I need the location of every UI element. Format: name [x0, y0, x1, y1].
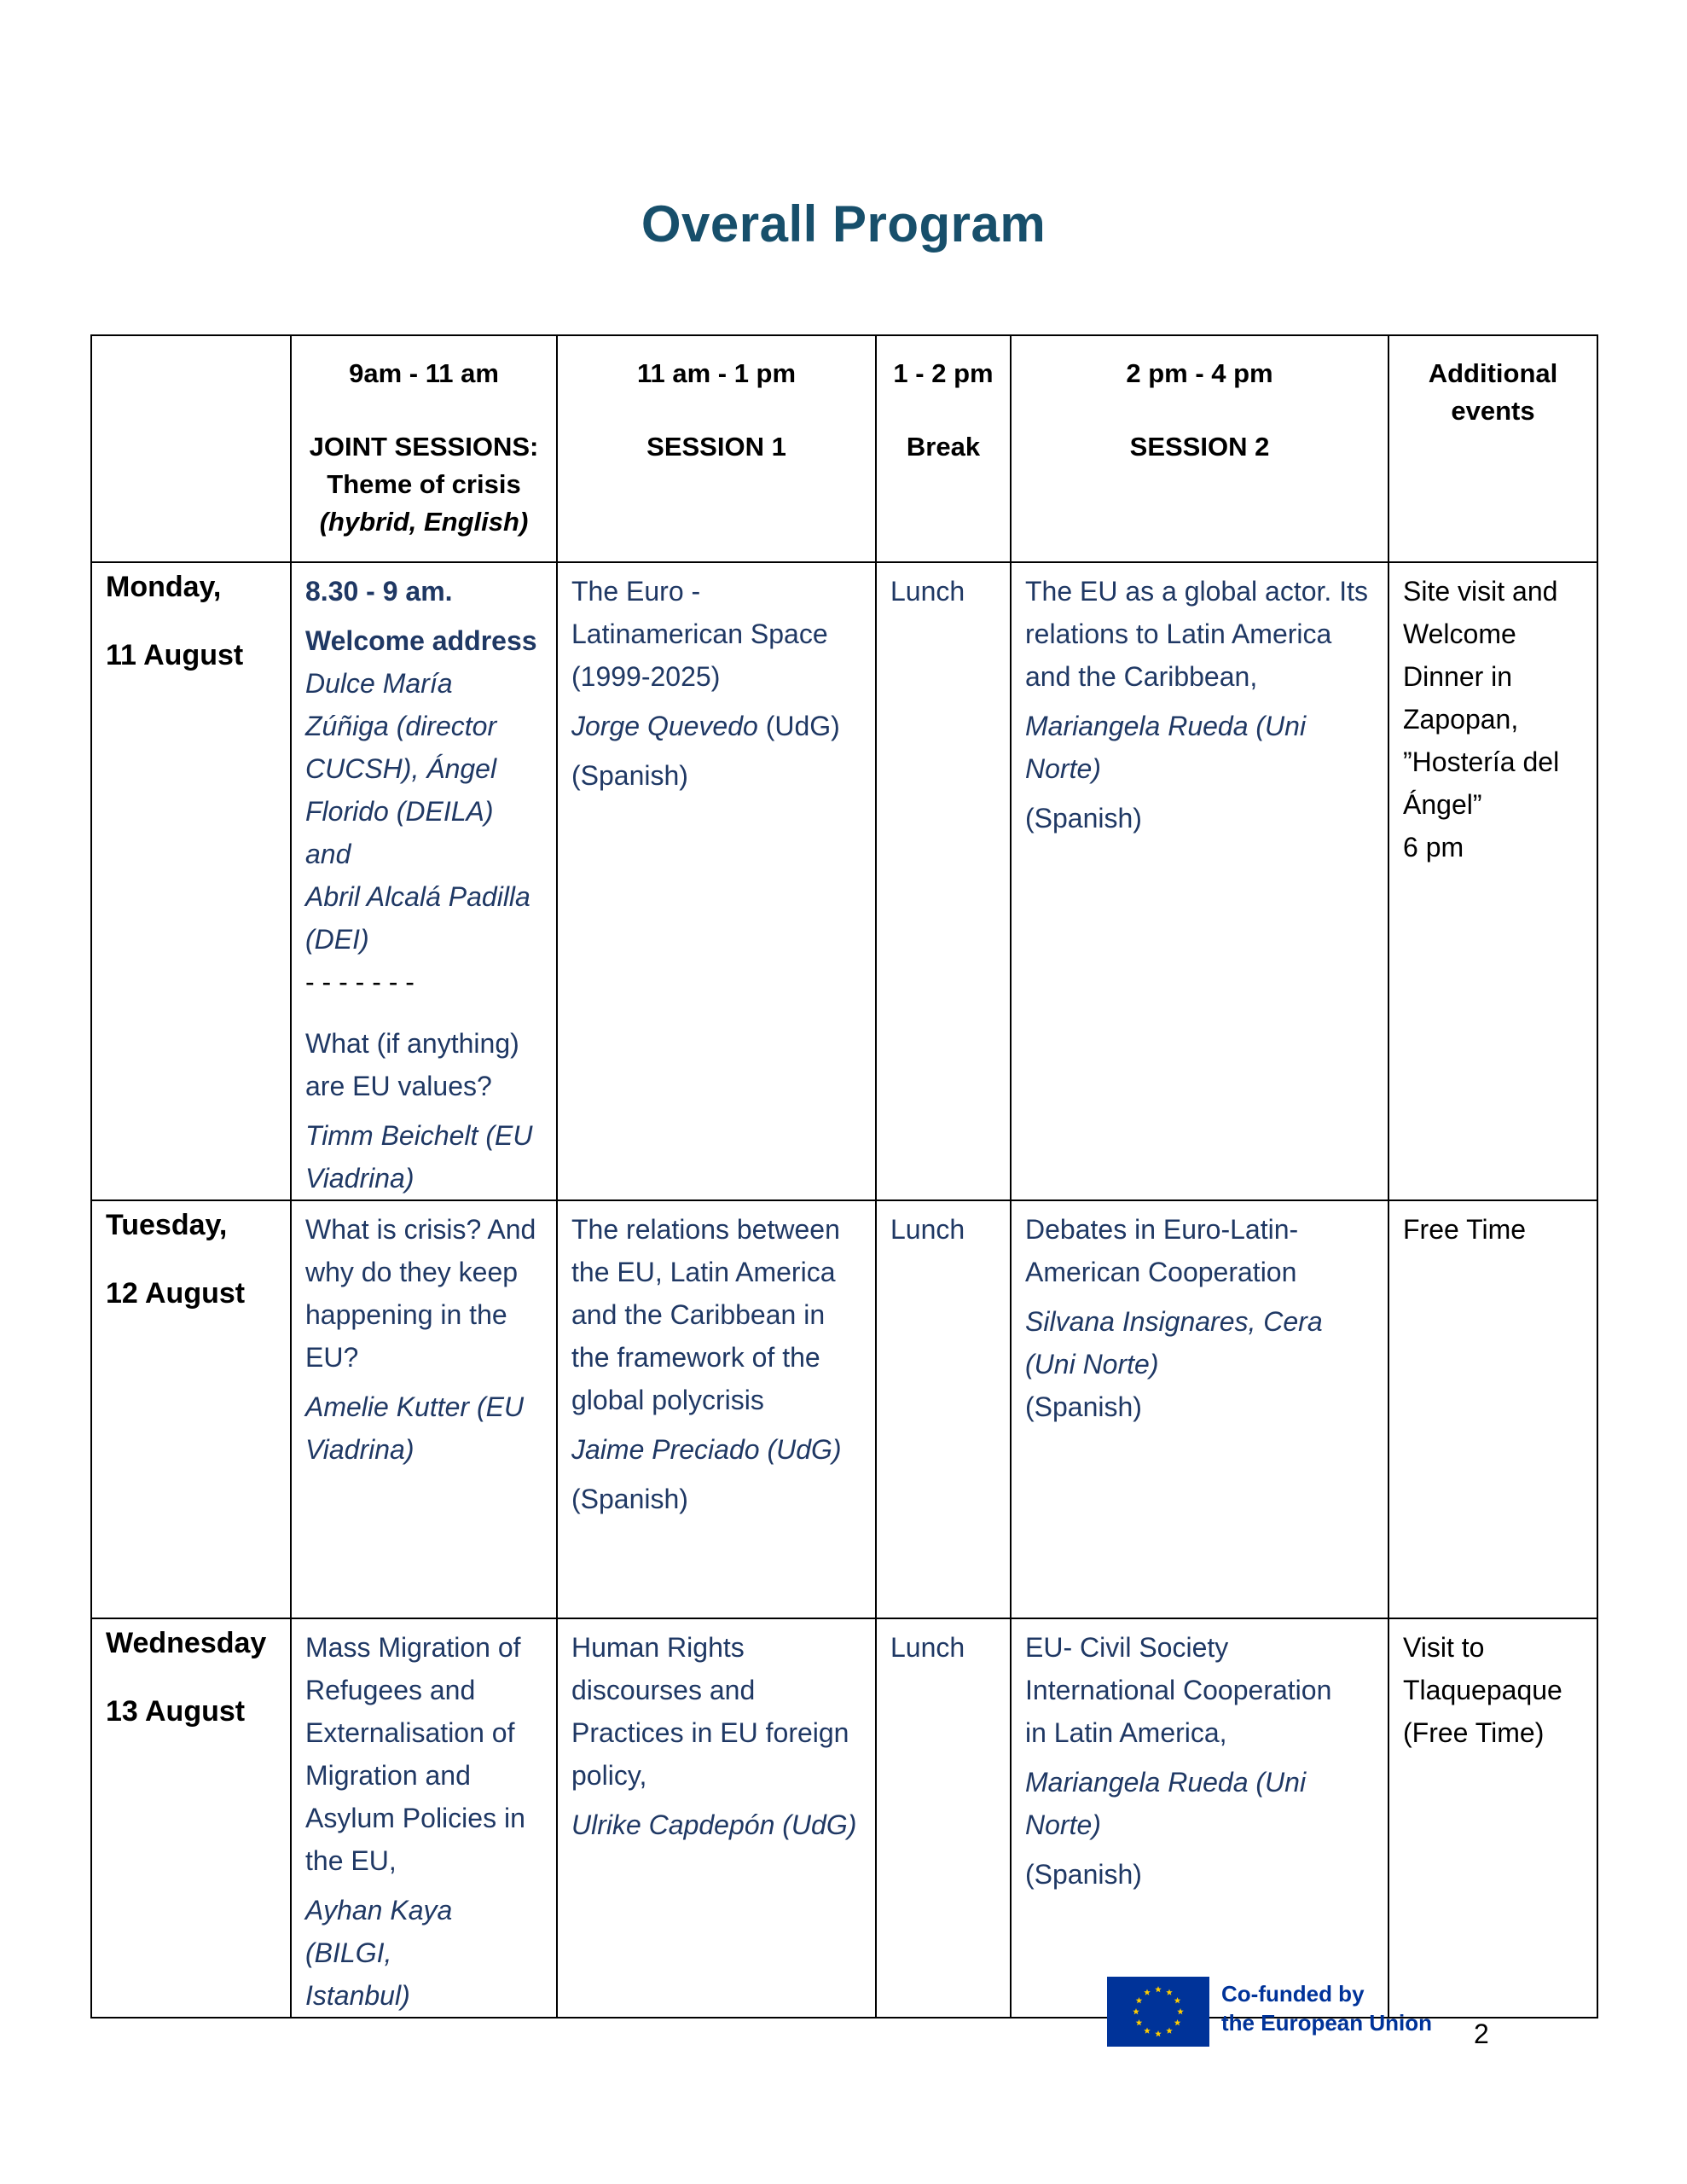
additional-events-cell: Visit to Tlaquepaque (Free Time): [1388, 1618, 1597, 2018]
joint-session-cell: What is crisis? And why do they keep happening in the EU? Amelie Kutter (EU Viadrina): [291, 1200, 557, 1618]
table-row: [91, 562, 1597, 1200]
program-table: [90, 334, 1598, 2018]
session-1-cell: Human Rights discourses and Practices in EU foreign policy, Ulrike Capdepón (UdG): [557, 1618, 876, 2018]
day-cell: Tuesday, 12 August: [91, 1200, 291, 1618]
day-cell: Wednesday 13 August: [91, 1618, 291, 2018]
session-2-cell: EU- Civil Society International Cooperation in Latin America, Mariangela Rueda (Uni Norte) (Spanish): [1011, 1618, 1388, 2018]
joint-session-cell: 8.30 - 9 am. Welcome address Dulce María Zúñiga (director CUCSH), Ángel Florido (DEILA) and Abril Alcalá Padilla (DEI) - - - - - - - What (if anything) are EU values? Timm Beichelt (EU Viadrina): [291, 562, 557, 1200]
session-2-cell: The EU as a global actor. Its relations to Latin America and the Caribbean, Mariangela Rueda (Uni Norte) (Spanish): [1011, 562, 1388, 1200]
session-2-cell: Debates in Euro-Latin- American Cooperation Silvana Insignares, Cera (Uni Norte) (Spanish): [1011, 1200, 1388, 1618]
table-row: [91, 1618, 1597, 2018]
table-row: [91, 1200, 1597, 1618]
break-cell: Lunch: [876, 562, 1011, 1200]
additional-events-cell: Free Time: [1388, 1200, 1597, 1618]
session-1-cell: The Euro - Latinamerican Space (1999-2025) Jorge Quevedo (UdG) (Spanish): [557, 562, 876, 1200]
header-additional-events: Additional events: [1388, 335, 1597, 562]
joint-session-cell: Mass Migration of Refugees and Externalisation of Migration and Asylum Policies in the EU, Ayhan Kaya (BILGI, Istanbul): [291, 1618, 557, 2018]
break-cell: Lunch: [876, 1618, 1011, 2018]
header-session-2: 2 pm - 4 pm SESSION 2: [1011, 335, 1388, 562]
session-1-cell: The relations between the EU, Latin America and the Caribbean in the framework of the global polycrisis Jaime Preciado (UdG) (Spanish): [557, 1200, 876, 1618]
break-cell: Lunch: [876, 1200, 1011, 1618]
header-joint-sessions: 9am - 11 am JOINT SESSIONS: Theme of crisis (hybrid, English): [291, 335, 557, 562]
eu-flag-icon: [1107, 1977, 1209, 2047]
header-empty: [91, 335, 291, 562]
header-session-1: 11 am - 1 pm SESSION 1: [557, 335, 876, 562]
page-title: Overall Program: [641, 195, 1046, 253]
co-funded-label: Co-funded by the European Union: [1221, 1981, 1432, 2036]
header-row: [91, 335, 1597, 562]
additional-events-cell: Site visit and Welcome Dinner in Zapopan, ”Hostería del Ángel” 6 pm: [1388, 562, 1597, 1200]
day-cell: Monday, 11 August: [91, 562, 291, 1200]
header-break: 1 - 2 pm Break: [876, 335, 1011, 562]
page-number: 2: [1474, 2018, 1489, 2049]
